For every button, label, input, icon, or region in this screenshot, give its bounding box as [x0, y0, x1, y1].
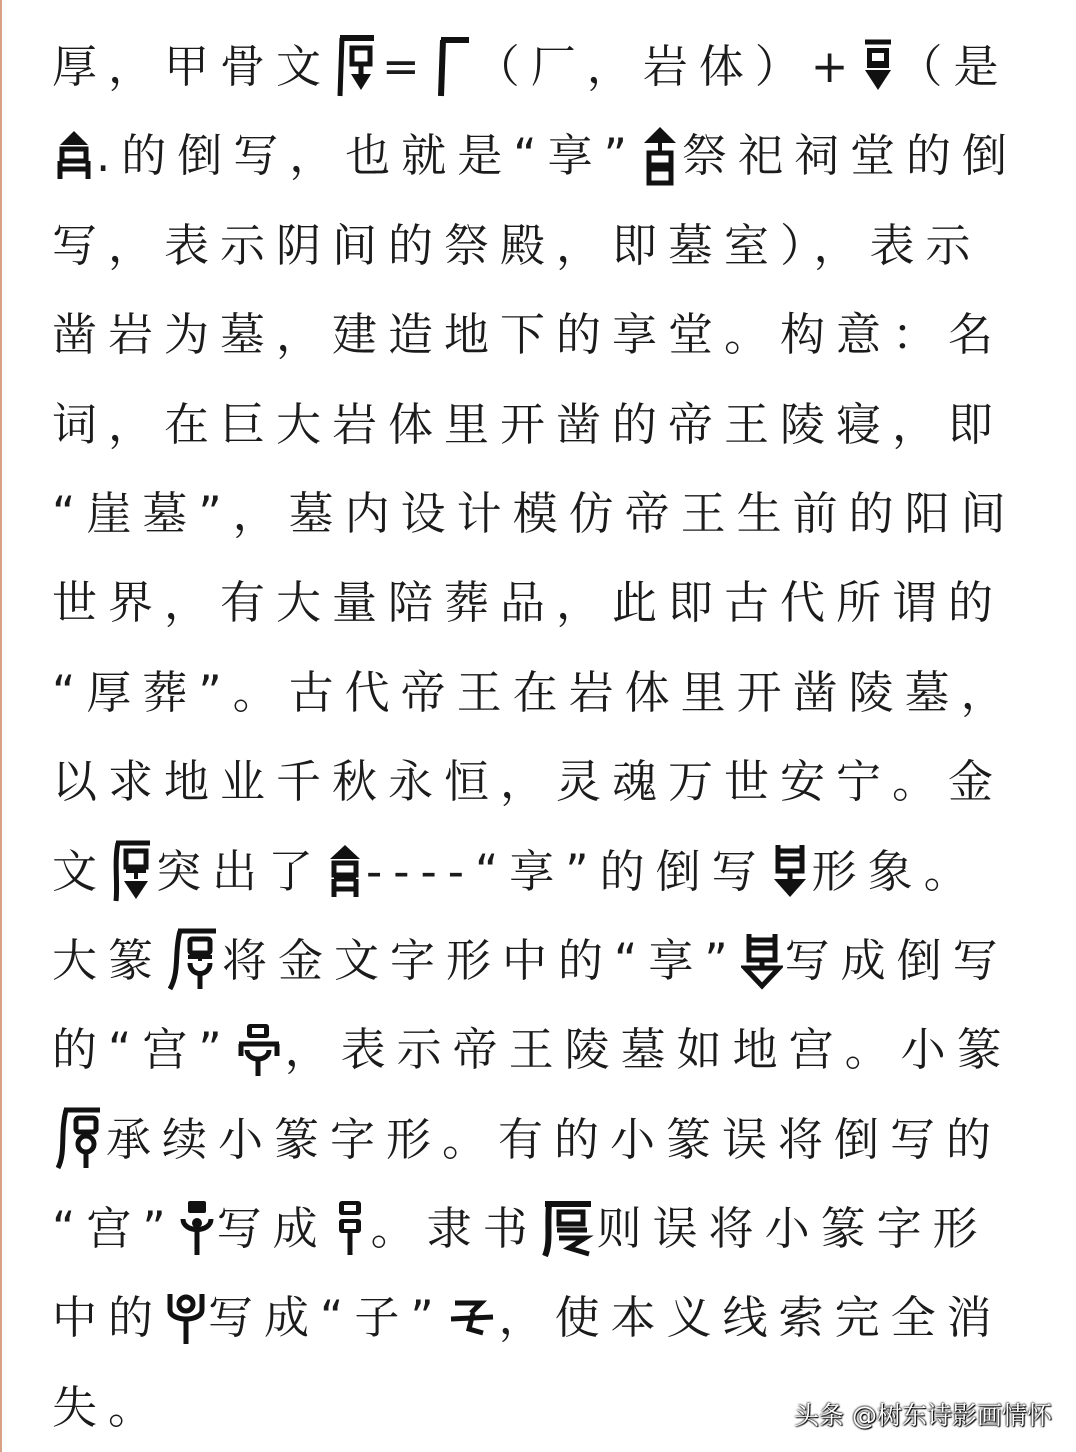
text-segment: 凿岩为墓，建造地下的享堂。构意：名 [52, 308, 1005, 362]
bronze-hou-icon [110, 839, 154, 903]
large-seal-hou-icon [166, 927, 220, 993]
text-segment: 失。 [52, 1380, 165, 1434]
text-line-6 [52, 469, 1042, 558]
text-line-11 [52, 916, 1042, 1005]
text-segment: 则误将小篆字形 [596, 1202, 989, 1256]
text-segment: 写成 [216, 1202, 329, 1256]
oracle-han-cliff-icon [433, 34, 473, 98]
text-line-14 [52, 1184, 1042, 1273]
text-segment: “宫” [52, 1202, 177, 1256]
text-line-15 [52, 1273, 1042, 1362]
xiang-small-icon [326, 841, 364, 901]
text-segment: 厚，甲骨文 [52, 40, 333, 93]
ancestral-xiang-icon [54, 127, 94, 183]
gong-variant-icon [179, 1197, 215, 1259]
text-segment: 形象。 [811, 844, 980, 898]
inverted-xiang-large-icon [741, 930, 783, 990]
text-segment: 大篆 [52, 933, 165, 987]
text-segment: 承续小篆字形。有的小篆误将倒写的 [106, 1112, 1003, 1166]
text-segment: 写，表示阴间的祭殿，即墓室），表示 [52, 218, 982, 272]
text-line-1 [52, 22, 1042, 111]
text-segment: “厚葬”。古代帝王在岩体里开凿陵墓， [52, 665, 1017, 719]
text-line-3 [52, 201, 1042, 290]
gong-variant-2-icon [331, 1197, 369, 1259]
oracle-inverted-xiang-icon [861, 38, 895, 94]
text-segment: 世界，有大量陪葬品，此即古代所谓的 [52, 576, 1005, 630]
text-segment: 突出了 [156, 844, 325, 898]
text-segment: 中的 [52, 1291, 165, 1345]
text-segment: 将金文字形中的“享” [222, 933, 739, 987]
text-line-4 [52, 290, 1042, 379]
text-line-5 [52, 380, 1042, 469]
source-watermark: 头条 @树东诗影画情怀 [794, 1401, 1052, 1430]
text-segment: “崖墓”，墓内设计模仿帝王生前的阳间 [52, 486, 1017, 540]
clerical-hou-icon [541, 1198, 595, 1258]
oracle-hou-icon [334, 34, 380, 98]
text-line-2 [52, 111, 1042, 200]
text-segment: 词，在巨大岩体里开凿的帝王陵寝，即 [52, 397, 1005, 451]
text-segment: （是 [897, 40, 1010, 93]
text-line-13 [52, 1095, 1042, 1184]
text-segment: ，使本义线索完全消 [498, 1291, 1003, 1345]
article-body [52, 22, 1042, 1452]
text-segment: 。隶书 [370, 1202, 539, 1256]
zi-child-icon [447, 1297, 497, 1337]
text-segment: 以求地业千秋永恒，灵魂万世安宁。金 [52, 755, 1005, 809]
text-line-12 [52, 1005, 1042, 1094]
text-segment: = [382, 40, 431, 93]
text-line-9 [52, 737, 1042, 826]
text-segment: （厂，岩体）+ [474, 40, 860, 93]
text-line-8 [52, 648, 1042, 737]
text-segment: 文 [52, 844, 109, 898]
text-segment: 的“宫” [52, 1023, 233, 1077]
small-seal-hou-icon [54, 1106, 104, 1172]
text-segment: ----“享”的倒写 [366, 844, 768, 898]
text-line-7 [52, 558, 1042, 647]
text-segment: 写成“子” [208, 1291, 445, 1345]
inverted-xiang-icon [770, 841, 810, 901]
seal-component-icon [166, 1286, 206, 1348]
text-line-10 [52, 827, 1042, 916]
temple-xiang-icon [640, 123, 680, 187]
text-segment: .的倒写，也就是“享” [96, 129, 638, 183]
text-segment: ，表示帝王陵墓如地宫。小篆 [284, 1023, 1013, 1077]
text-segment: 写成倒写 [784, 933, 1009, 987]
gong-palace-icon [235, 1018, 283, 1080]
text-segment: 祭祀祠堂的倒 [681, 129, 1018, 183]
left-border-rule [0, 0, 2, 1452]
